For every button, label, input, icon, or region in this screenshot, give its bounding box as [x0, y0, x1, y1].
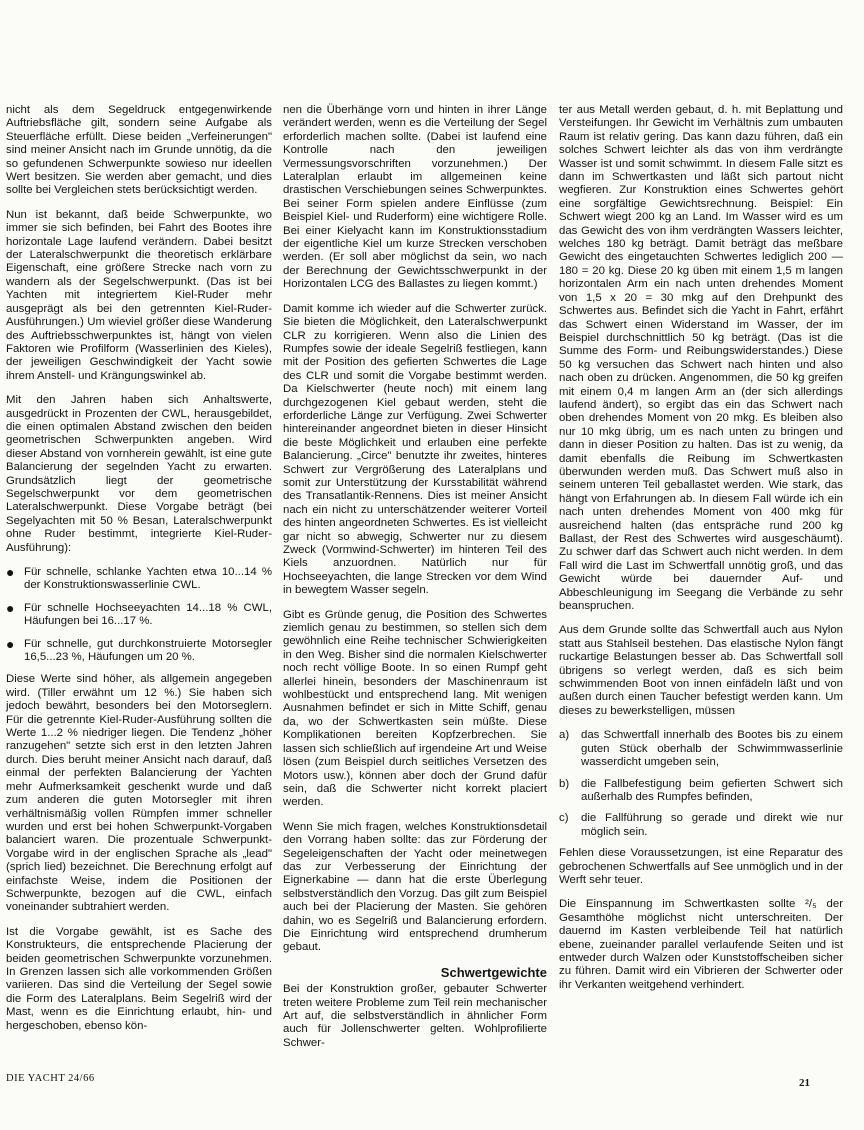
list-text: die Fallführung so gerade und direkt wie nur möglich sein. — [581, 812, 843, 838]
paragraph: ter aus Metall werden gebaut, d. h. mit Beplattung und Versteifungen. Ihr Gewicht im Verhältnis zum umbauten Raum ist relativ gering. Das kann dazu führen, daß ein solches Schwert leichter als das von ihm verdrängte Wasser ist und somit schwimmt. In diesem Falle sitzt es dann im Schwertkasten und läßt sich partout nicht wegfieren. Zur Konstruktion eines Schwertes gehört eine sorgfältige Gewichtsrechnung. Beispiel: Ein Schwert wiegt 200 kg an Land. Im Wasser wird es um das Gewicht des von ihm verdrängten Wassers leichter, welches 180 kg beträgt. Damit beträgt das meßbare Gewicht des eingetauchten Schwertes lediglich 200 — 180 = 20 kg. Diese 20 kg üben mit einem 1,5 m langen horizontalen Arm ein nach unten drehendes Moment von 1,5 x 20 = 30 mkg auf den Drehpunkt des Schwertes aus. Befindet sich die Yacht in Fahrt, erfährt das Schwert einen Widerstand im Wasser, der im Beispiel durchschnittlich 50 kg beträgt. (Das ist die Summe des Form- und Reibungswiderstandes.) Diese 50 kg versuchen das Schwert nach hinten und also nach oben zu drücken. Angenommen, die 50 kg greifen mit einem 0,4 m langen Arm an (der sich allerdings laufend ändert), so ergibt das ein das Schwert nach oben drehendes Moment von 20 mkg. Es bleiben also nur 10 mkg übrig, um es nach unten zu bringen und dann in dieser Position zu halten. Das ist zu wenig, da damit ebenfalls die Reibung im Schwertkasten überwunden werden muß. Das Schwert muß also in seinem unteren Teil geballastet werden. Wie stark, das hängt von Erfahrungen ab. In diesem Fall würde ich ein nach unten drehendes Moment von 400 mkg für ausreichend halten (das entspräche rund 200 kg Ballast, der Rest des Schwertes wird ausgeschäumt). Zu schwer darf das Schwert auch nicht werden. In dem Fall wird die Last im Schwertfall unnötig groß, und das Gewicht würde bei dauernder Auf- und Abbeschleunigung im Seegang die Verbände zu sehr beanspruchen. — [559, 104, 843, 613]
list-label: b) — [559, 777, 570, 790]
paragraph: Damit komme ich wieder auf die Schwerter zurück. Sie bieten die Möglichkeit, den Lateralschwerpunkt CLR zu korrigieren. Wenn also die Linien des Rumpfes sowie der ideale Segelriß festliegen, kann mit der Position des gefierten Schwertes die Lage des CLR und somit die Vorgabe bestimmt werden. Da Kielschwerter (heute noch) mit einem lang durchgezogenen Kiel gebaut werden, steht die erforderliche Länge zur Verfügung. Zwei Schwerter hintereinander angeordnet bieten in dieser Hinsicht die beste Möglichkeit und erlauben eine perfekte Balancierung. „Circe" benutzte ihr zweites, hinteres Schwert zur Vergrößerung des Lateralplans und somit zur Unterstützung der Kursstabilität während des Transatlantik-Rennens. Dies ist meiner Ansicht nach ein nicht zu unterschätzender weiterer Vorteil des hinten angeordneten Schwertes. Es ist vielleicht gar nicht so abwegig, Schwerter nur zu diesem Zweck (Vormwind-Schwerter) im hinteren Teil des Kiels anzuordnen. Natürlich nur für Hochseeyachten, die lange Strecken vor dem Wind in bewegtem Wasser segeln. — [283, 302, 547, 597]
paragraph: Aus dem Grunde sollte das Schwertfall auch aus Nylon statt aus Stahlseil bestehen. Das elastische Nylon fängt ruckartige Belastungen besser ab. Das Schwertfall soll übrigens so verlegt werden, daß es sich beim schwimmenden Boot von innen einfädeln läßt und von außen durch einen Taucher befestigt werden kann. Um dieses zu bewerkstelligen, müssen — [559, 624, 843, 717]
list-label: c) — [559, 812, 569, 825]
magazine-footer: DIE YACHT 24/66 — [6, 1073, 95, 1084]
bullet-text: Für schnelle Hochseeyachten 14...18 % CWL, Häufungen bei 16...17 %. — [24, 601, 272, 628]
column-3 — [559, 104, 843, 1003]
section-heading: Schwertgewichte — [440, 964, 547, 980]
list-text: die Fallbefestigung beim gefierten Schwert sich außerhalb des Rumpfes befinden, — [581, 777, 843, 803]
bullet-text: Für schnelle, schlanke Yachten etwa 10...14 % der Konstruktionswasserlinie CWL. — [24, 566, 272, 592]
bullet-icon: ● — [6, 599, 15, 616]
paragraph: Nun ist bekannt, daß beide Schwerpunkte, wo immer sie sich befinden, bei Fahrt des Bootes ihre horizontale Lage laufend verändern. Dabei besitzt der Lateralschwerpunkt die theoretisch erklärbare Eigenschaft, eine größere Strecke nach vorn zu wandern als der Segelschwerpunkt. (Das ist bei Yachten mit integriertem Kiel-Ruder mehr ausgeprägt als bei den getrennten Kiel-Ruder-Ausführungen.) Um wieviel größer diese Wanderung des Auftriebsschwerpunktes ist, hängt von vielen Faktoren wie Profilform (Wasserlinien des Kieles), der jeweiligen Geschwindigkeit der Yacht sowie ihrem Anstell- und Krängungswinkel ab. — [6, 208, 272, 382]
paragraph: Ist die Vorgabe gewählt, ist es Sache des Konstrukteurs, die entsprechende Placierung der beiden geometrischen Schwerpunkte vorzunehmen. In Grenzen lassen sich alle vorkommenden Größen variieren. Das sind die Verteilung der Segel sowie die Form des Lateralplans. Beim Segelriß wird der Mast, wenn es die Einrichtung erlaubt, hin- und hergeschoben, ebenso kön- — [6, 925, 272, 1032]
paragraph: Wenn Sie mich fragen, welches Konstruktionsdetail den Vorrang haben sollte: das zur Förderung der Segeleigenschaften der Yacht oder meinetwegen das zur Verbesserung der Einrichtung der Eignerkabine — dann hat die erste Überlegung selbstverständlich den Vorzug. Das gilt zum Beispiel auch bei der Placierung der Masten. Sie gehören dahin, wo es Segelriß und Balancierung erfordern. Die Einrichtung wird entsprechend drumherum gebaut. — [283, 820, 547, 954]
bullet-icon: ● — [6, 635, 15, 652]
paragraph: Gibt es Gründe genug, die Position des Schwertes ziemlich genau zu bestimmen, so stellen sich dem gewöhnlich eine Reihe technischer Schwierigkeiten in den Weg. Bisher sind die normalen Kielschwerter noch recht völlige Boote. In so einen Rumpf geht allerlei hinein, besonders der Maschinenraum ist wohlbestückt und entsprechend lang. Mit wenigen Ausnahmen befindet er sich in Mitte Schiff, genau da, wo der Schwertkasten sein müßte. Diese Komplikationen bereiten Kopfzerbrechen. Sie lassen sich schließlich auf irgendeine Art und Weise lösen (zum Beispiel durch seitliches Versetzen des Motors usw.), können aber doch der Grund dafür sein, daß die Schwerter nicht korrekt placiert werden. — [283, 608, 547, 809]
paragraph: Diese Werte sind höher, als allgemein angegeben wird. (Tiller erwähnt um 12 %.) Sie haben sich jedoch bewährt, besonders bei den Motorseglern. Für die getrennte Kiel-Ruder-Ausführung sollten die Werte 1...2 % niedriger liegen. Die Tendenz „höher ranzugehen" setzte sich erst in den letzten Jahren durch. Dies beruht meiner Ansicht nach darauf, daß einmal der perfekten Balancierung der Yachten mehr Aufmerksamkeit geschenkt wurde und daß zum anderen die guten Motorsegler mit ihren verhältnismäßig vollen Rümpfen immer schneller wurden und erst bei hohen Schwerpunkt-Vorgaben balanciert waren. Die prozentuale Schwerpunkt-Vorgabe wird in der englischen Sprache als „lead" (sprich lied) bezeichnet. Die Berechnung erfolgt auf einfachste Weise, indem die Positionen der Schwerpunkte, bezogen auf die CWL, einfach voneinander subtrahiert werden. — [6, 673, 272, 914]
paragraph: nicht als dem Segeldruck entgegenwirkende Auftriebsfläche gilt, sondern seine Aufgabe als Steuerfläche erfüllt. Diese beiden „Verfeinerungen" sind meiner Ansicht nach im Grunde unnötig, da die so gefundenen Schwerpunkte sowieso nur ideellen Wert besitzen. Sie werden aber gemacht, und dies sollte bei Vergleichen stets berücksichtigt werden. — [6, 104, 272, 197]
bullet-item — [6, 566, 272, 593]
column-2 — [283, 104, 547, 1061]
list-text: das Schwertfall innerhalb des Bootes bis zu einem guten Stück oberhalb der Schwimmwasserlinie wasserdicht umgeben sein, — [581, 729, 843, 769]
bullet-item — [6, 635, 272, 665]
bullet-icon: ● — [6, 564, 15, 580]
paragraph: Mit den Jahren haben sich Anhaltswerte, ausgedrückt in Prozenten der CWL, herausgebildet, die einen optimalen Abstand zwischen den beiden geometrischen Schwerpunkten angeben. Wird dieser Abstand von vornherein gewählt, ist eine gute Balancierung der segelnden Yacht zu erwarten. Grundsätzlich liegt der geometrische Segelschwerpunkt vor dem geometrischen Lateralschwerpunkt. Diese Vorgabe beträgt (bei Segelyachten mit 50 % Besan, Lateralschwerpunkt ohne Ruder bestimmt, integrierte Kiel-Ruder-Ausführung): — [6, 394, 272, 554]
list-item — [559, 778, 843, 805]
bullet-item — [6, 599, 272, 629]
paragraph: Bei der Konstruktion großer, gebauter Schwerter treten weitere Probleme zum Teil rein mechanischer Art auf, die selbstverständlich in ähnlicher Form auch für Jollenschwerter gelten. Wohlprofilierte Schwer- — [283, 983, 547, 1049]
bullet-text: Für schnelle, gut durchkonstruierte Motorsegler 16,5...23 %, Häufungen um 20 %. — [24, 637, 272, 664]
list-item — [559, 812, 843, 839]
paragraph: nen die Überhänge vorn und hinten in ihrer Länge verändert werden, wenn es die Verteilung der Segel erforderlich machen sollte. (Dabei ist laufend eine Kontrolle nach den jeweiligen Vermessungsvorschriften vorzunehmen.) Der Lateralplan erlaubt im allgemeinen keine drastischen Verschiebungen seines Schwerpunktes. Bei seiner Form spielen andere Einflüsse (zum Beispiel Kiel- und Ruderform) eine wichtigere Rolle. Bei einer Kielyacht kann im Konstruktionsstadium der eigentliche Kiel um kurze Strecken verschoben werden. (Er soll aber möglichst da sein, wo nach der Berechnung der Gewichtsschwerpunkt in der Horizontalen LCG des Ballastes zu liegen kommt.) — [283, 104, 547, 291]
paragraph: Fehlen diese Voraussetzungen, ist eine Reparatur des gebrochenen Schwertfalls auf See unmöglich und in der Werft sehr teuer. — [559, 847, 843, 886]
paragraph: Die Einspannung im Schwertkasten sollte ²/₅ der Gesamthöhe möglichst nicht unterschreiten. Der dauernd im Kasten verbleibende Teil hat natürlich ebene, zueinander parallel verlaufende Seiten und ist entweder durch Walzen oder Kunststoffscheiben sicher zu führen. Damit wird ein Vibrieren der Schwerter oder ihr Verkanten weitgehend verhindert. — [559, 898, 843, 991]
column-1 — [6, 104, 272, 1044]
list-label: a) — [559, 729, 570, 742]
page-number: 21 — [799, 1077, 810, 1089]
list-item — [559, 729, 843, 769]
